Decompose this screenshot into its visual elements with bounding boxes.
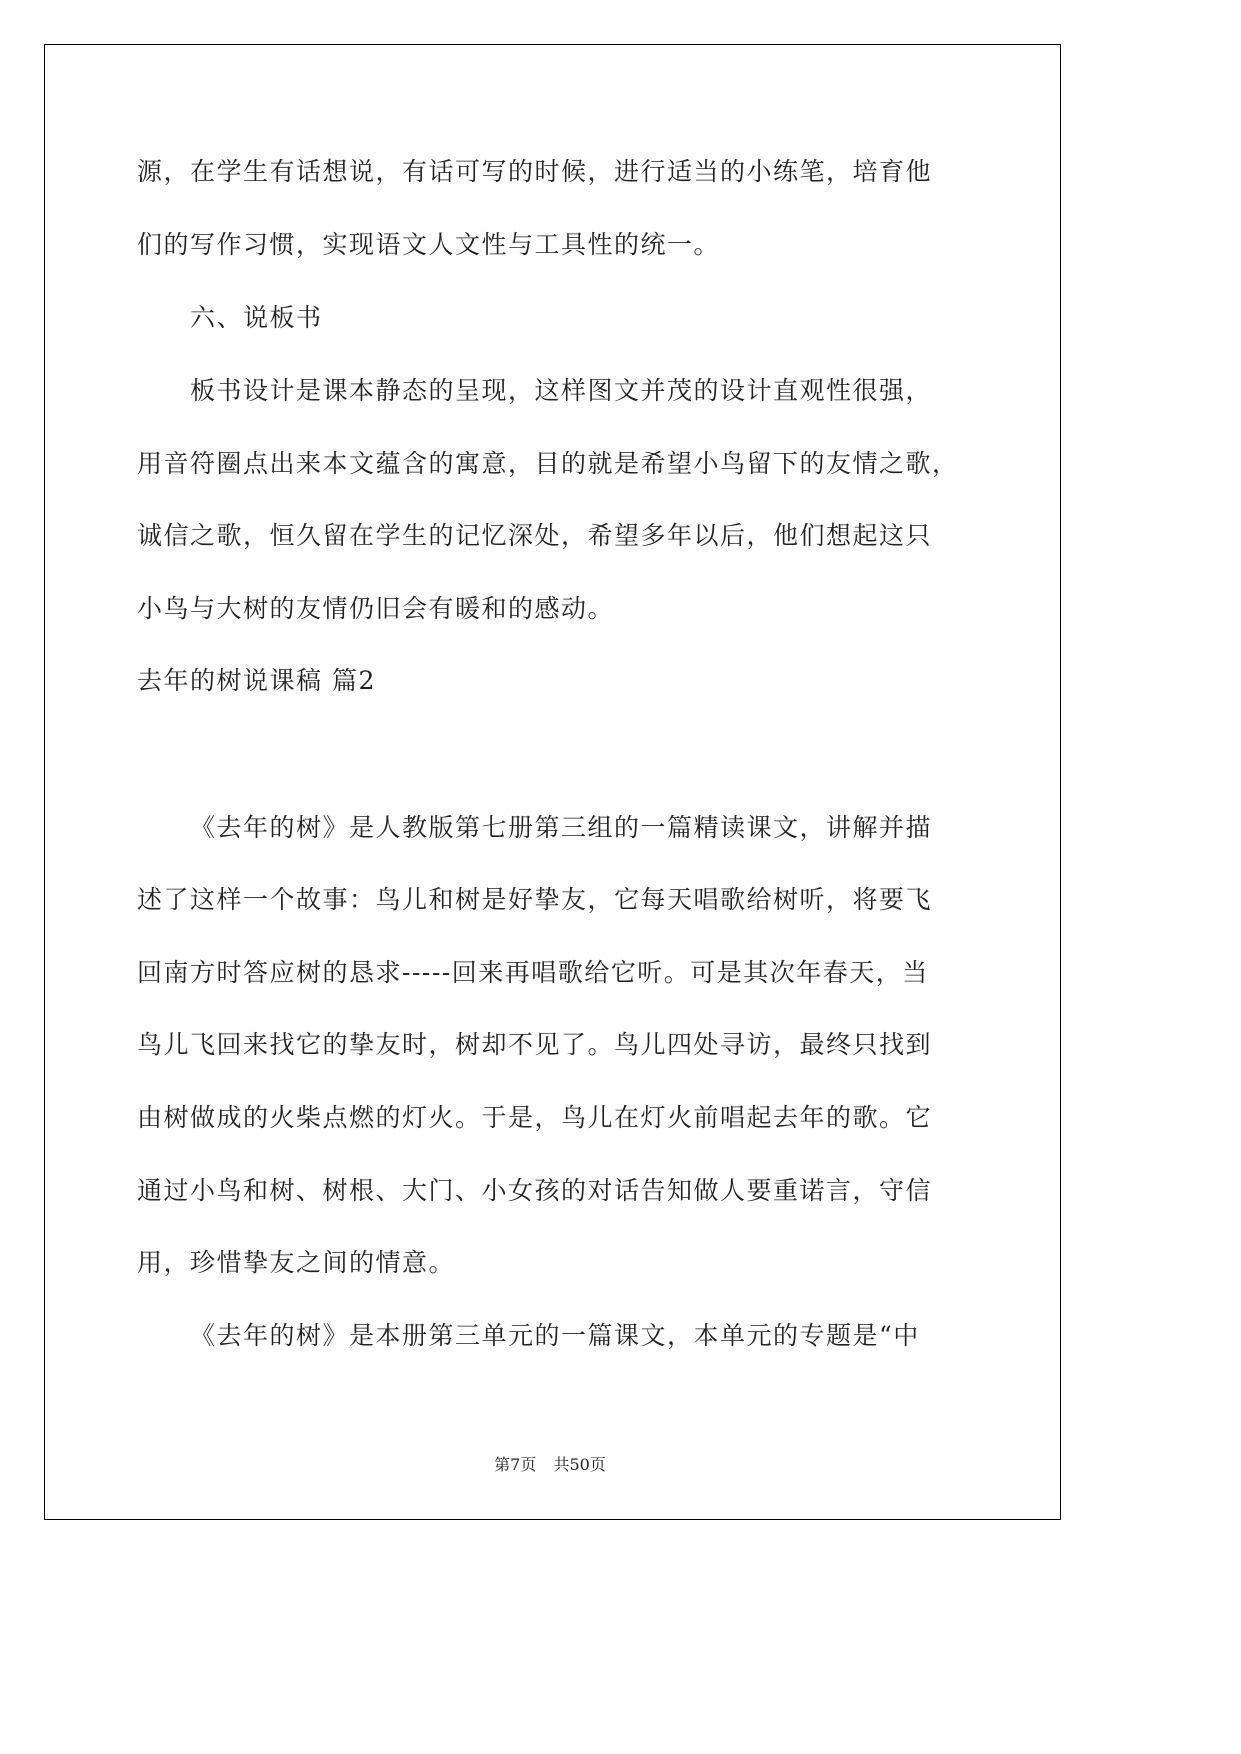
body-line: 板书设计是课本静态的呈现，这样图文并茂的设计直观性很强， <box>190 376 933 405</box>
body-line: 由树做成的火柴点燃的灯火。于是，鸟儿在灯火前唱起去年的歌。它 <box>137 1103 933 1132</box>
page-footer <box>0 1455 1100 1475</box>
body-line: 通过小鸟和树、树根、大门、小女孩的对话告知做人要重诺言，守信 <box>137 1176 933 1205</box>
body-line: 小鸟与大树的友情仍旧会有暖和的感动。 <box>137 594 615 623</box>
body-line: 述了这样一个故事：鸟儿和树是好挚友，它每天唱歌给树听，将要飞 <box>137 885 933 914</box>
article-title: 去年的树说课稿 篇2 <box>137 666 376 695</box>
page-number: 第7页 <box>494 1455 537 1474</box>
body-line: 《去年的树》是本册第三单元的一篇课文，本单元的专题是“中 <box>190 1321 920 1350</box>
body-line: 源，在学生有话想说，有话可写的时候，进行适当的小练笔，培育他 <box>137 157 933 186</box>
body-line: 用音符圈点出来本文蕴含的寓意，目的就是希望小鸟留下的友情之歌， <box>137 449 959 478</box>
page-frame <box>44 44 1061 1520</box>
body-line: 用，珍惜挚友之间的情意。 <box>137 1248 456 1277</box>
body-line: 们的写作习惯，实现语文人文性与工具性的统一。 <box>137 230 721 259</box>
body-line: 《去年的树》是人教版第七册第三组的一篇精读课文，讲解并描 <box>190 813 933 842</box>
page-total: 共50页 <box>553 1455 606 1474</box>
body-line: 鸟儿飞回来找它的挚友时，树却不见了。鸟儿四处寻访，最终只找到 <box>137 1030 933 1059</box>
body-line: 诚信之歌，恒久留在学生的记忆深处，希望多年以后，他们想起这只 <box>137 521 933 550</box>
section-heading: 六、说板书 <box>190 303 323 332</box>
body-line: 回南方时答应树的恳求-----回来再唱歌给它听。可是其次年春天，当 <box>137 958 929 987</box>
